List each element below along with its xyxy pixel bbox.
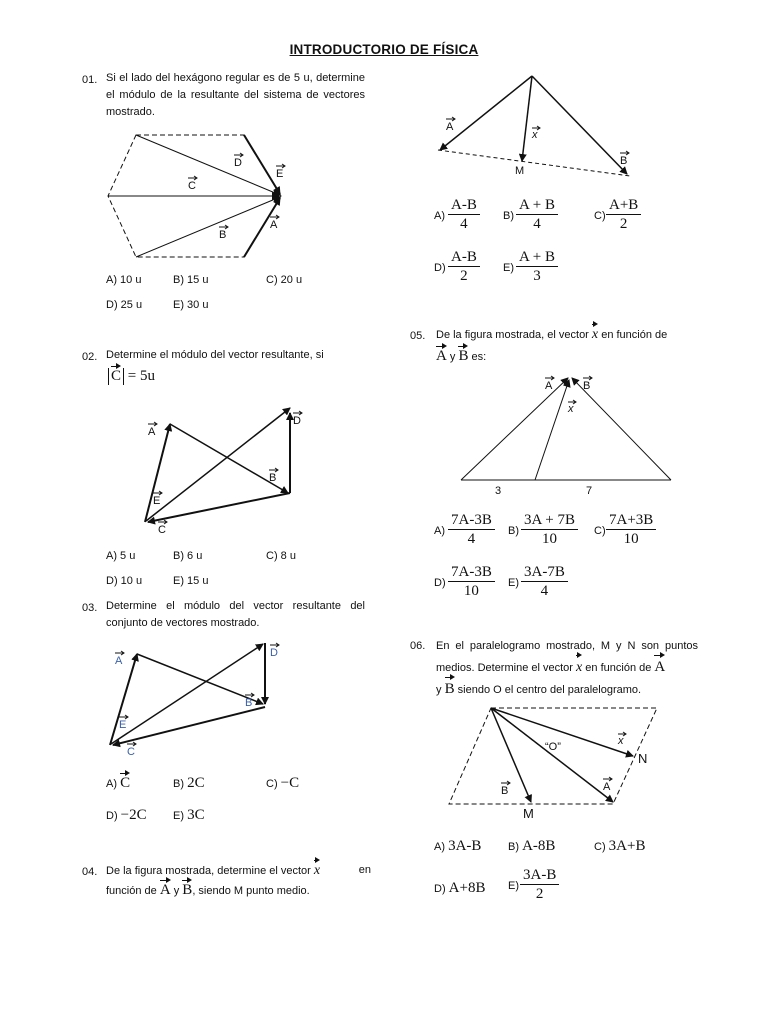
q01-label-a: [270, 215, 279, 231]
q06-parallelogram-figure: [445, 702, 665, 827]
svg-text:E: E: [119, 719, 127, 731]
svg-text:C: C: [188, 180, 196, 192]
q06-label-o: “O”: [545, 741, 561, 753]
q06-text: En el paralelogramo mostrado, M y N son puntos medios. Determine el vector x en función de A y B siendo O el centro del paralelogramo.: [436, 636, 698, 701]
q04-option-e-letter[interactable]: E): [503, 262, 514, 274]
q05-text-line2: A y B es:: [436, 348, 487, 364]
q04-triangle-figure: [430, 68, 640, 183]
page-title: INTRODUCTORIO DE FÍSICA: [289, 42, 479, 57]
svg-text:B: B: [245, 697, 253, 709]
svg-text:x: x: [532, 129, 538, 141]
q03-number: 03.: [82, 602, 98, 614]
q04-option-a[interactable]: $\frac{A-B}{4}$: [448, 196, 480, 233]
q04-option-c[interactable]: $\frac{A+B}{2}$: [606, 196, 641, 233]
svg-text:C: C: [127, 746, 135, 758]
q01-option-e[interactable]: E) 30 u: [173, 299, 209, 311]
q05-label-b: [583, 376, 592, 392]
q06-option-e-letter[interactable]: E): [508, 880, 519, 892]
q05-option-d[interactable]: $\frac{7A-3B}{10}$: [448, 563, 495, 600]
q03-vector-a: [110, 654, 137, 745]
q02-option-b[interactable]: B) 6 u: [173, 550, 203, 562]
q06-option-d[interactable]: D) A+8B: [434, 880, 486, 896]
q04-option-d-letter[interactable]: D): [434, 262, 446, 274]
q02-option-a[interactable]: A) 5 u: [106, 550, 136, 562]
q03-label-e: [119, 715, 128, 731]
q02-text: Determine el módulo del vector resultante, si: [106, 349, 324, 361]
q04-option-d[interactable]: $\frac{A-B}{2}$: [448, 248, 480, 285]
q02-label-b: [269, 468, 278, 484]
q02-label-a: [148, 422, 157, 438]
q01-vector-d: [136, 135, 280, 195]
svg-text:D: D: [234, 157, 242, 169]
svg-text:x: x: [618, 735, 624, 747]
svg-text:D: D: [270, 647, 278, 659]
q03-option-a[interactable]: A) C: [106, 775, 131, 791]
q04-text-line2: función de A y B, siendo M punto medio.: [106, 882, 310, 898]
q06-vector-b: [491, 708, 531, 802]
q02-label-e: [153, 491, 162, 507]
q05-option-d-letter[interactable]: D): [434, 577, 446, 589]
svg-text:B: B: [219, 229, 227, 241]
q02-vector-figure: [140, 405, 310, 535]
svg-text:E: E: [153, 495, 161, 507]
q02-option-c[interactable]: C) 8 u: [266, 550, 296, 562]
q05-label-right-segment: 7: [586, 485, 593, 497]
q01-label-c: [188, 176, 197, 192]
q05-option-a[interactable]: $\frac{7A-3B}{4}$: [448, 511, 495, 548]
q05-triangle-figure: [455, 372, 675, 497]
q05-option-b-letter[interactable]: B): [508, 525, 519, 537]
q03-vector-c: [113, 707, 265, 745]
q05-label-x: [567, 400, 576, 415]
q03-option-e[interactable]: E) 3C: [173, 807, 205, 823]
q05-number: 05.: [410, 330, 426, 342]
q03-vector-d: [111, 644, 263, 744]
q04-text: De la figura mostrada, determine el vector x en: [106, 863, 371, 878]
q01-label-e: [276, 164, 285, 180]
q02-number: 02.: [82, 351, 98, 363]
q05-label-a: [545, 376, 554, 392]
q05-label-left-segment: 3: [495, 485, 502, 497]
svg-text:A: A: [446, 121, 454, 133]
q05-vector-b: [572, 378, 671, 480]
q04-number: 04.: [82, 866, 98, 878]
q04-option-b-letter[interactable]: B): [503, 210, 514, 222]
svg-text:A: A: [115, 655, 123, 667]
q03-label-d: [270, 643, 279, 659]
q01-label-d: [234, 153, 243, 169]
q01-vector-e: [244, 135, 280, 194]
q04-label-x: [531, 126, 540, 141]
q04-label-a: [446, 117, 455, 133]
svg-text:A: A: [545, 380, 553, 392]
q02-vector-a: [145, 424, 170, 522]
q01-option-d[interactable]: D) 25 u: [106, 299, 143, 311]
q06-option-c[interactable]: C) 3A+B: [594, 838, 646, 854]
svg-text:A: A: [148, 426, 156, 438]
q05-vector-x: [535, 380, 569, 480]
svg-text:A: A: [270, 219, 278, 231]
q04-vector-b: [532, 76, 627, 174]
svg-text:B: B: [620, 155, 628, 167]
q01-hexagon-figure: [100, 130, 300, 270]
q06-option-b[interactable]: B) A-8B: [508, 838, 556, 854]
q04-label-m: M: [515, 165, 525, 177]
q04-vector-a: [440, 76, 532, 150]
q06-number: 06.: [410, 640, 426, 652]
q01-text: Si el lado del hexágono regular es de 5 u, determine el módulo de la resultante del sistema de vectores mostrado.: [106, 72, 365, 118]
svg-text:D: D: [293, 415, 301, 427]
q04-option-b[interactable]: $\frac{A + B}{4}$: [516, 196, 558, 233]
q02-condition-vector: C: [111, 368, 122, 384]
q01-vector-b: [136, 197, 280, 257]
q05-option-b[interactable]: $\frac{3A + 7B}{10}$: [521, 511, 578, 548]
q04-label-b: [620, 151, 629, 167]
q06-vector-x: [491, 708, 633, 756]
q04-option-e[interactable]: $\frac{A + B}{3}$: [516, 248, 558, 285]
svg-text:B: B: [501, 785, 509, 797]
q03-option-c[interactable]: C) −C: [266, 775, 300, 791]
q01-option-a[interactable]: A) 10 u: [106, 274, 142, 286]
q02-condition: [108, 368, 155, 385]
q05-option-e[interactable]: $\frac{3A-7B}{4}$: [521, 563, 568, 600]
q05-option-a-letter[interactable]: A): [434, 525, 445, 537]
q02-label-d: [293, 411, 302, 427]
q03-option-d[interactable]: D) −2C: [106, 807, 147, 823]
q02-vector-c: [148, 493, 290, 522]
q02-condition-value: = 5u: [127, 368, 155, 384]
q04-vector-x: [522, 76, 532, 161]
svg-text:B: B: [269, 472, 277, 484]
q06-option-a[interactable]: A) 3A-B: [434, 838, 482, 854]
q06-option-e[interactable]: $\frac{3A-B}{2}$: [520, 866, 559, 903]
q05-option-e-letter[interactable]: E): [508, 577, 519, 589]
q06-label-n: N: [638, 751, 648, 766]
svg-text:B: B: [583, 380, 591, 392]
q04-option-c-letter[interactable]: C): [594, 210, 606, 222]
q03-label-b: [245, 693, 254, 709]
q02-vector-d: [146, 408, 290, 521]
q03-label-c: [127, 742, 136, 758]
q02-label-c: [158, 520, 167, 536]
svg-text:E: E: [276, 168, 284, 180]
q05-option-c-letter[interactable]: C): [594, 525, 606, 537]
q06-label-m: M: [523, 806, 534, 821]
q03-option-b[interactable]: B) 2C: [173, 775, 205, 791]
q04-option-a-letter[interactable]: A): [434, 210, 445, 222]
q01-option-c[interactable]: C) 20 u: [266, 274, 303, 286]
q01-option-b[interactable]: B) 15 u: [173, 274, 209, 286]
q05-text: De la figura mostrada, el vector x en función de: [436, 327, 668, 342]
q06-label-x: [617, 732, 626, 747]
q02-option-e[interactable]: E) 15 u: [173, 575, 209, 587]
q01-number: 01.: [82, 74, 98, 86]
q06-label-b: [501, 781, 510, 797]
svg-text:A: A: [603, 781, 611, 793]
q02-option-d[interactable]: D) 10 u: [106, 575, 143, 587]
q01-label-b: [219, 225, 228, 241]
q06-label-a: [603, 777, 612, 793]
q03-vector-figure: [105, 640, 290, 760]
svg-text:x: x: [568, 403, 574, 415]
q05-option-c[interactable]: $\frac{7A+3B}{10}$: [606, 511, 656, 548]
q03-text: Determine el módulo del vector resultante del conjunto de vectores mostrado.: [106, 600, 365, 629]
q03-label-a: [115, 651, 124, 667]
svg-text:C: C: [158, 524, 166, 536]
